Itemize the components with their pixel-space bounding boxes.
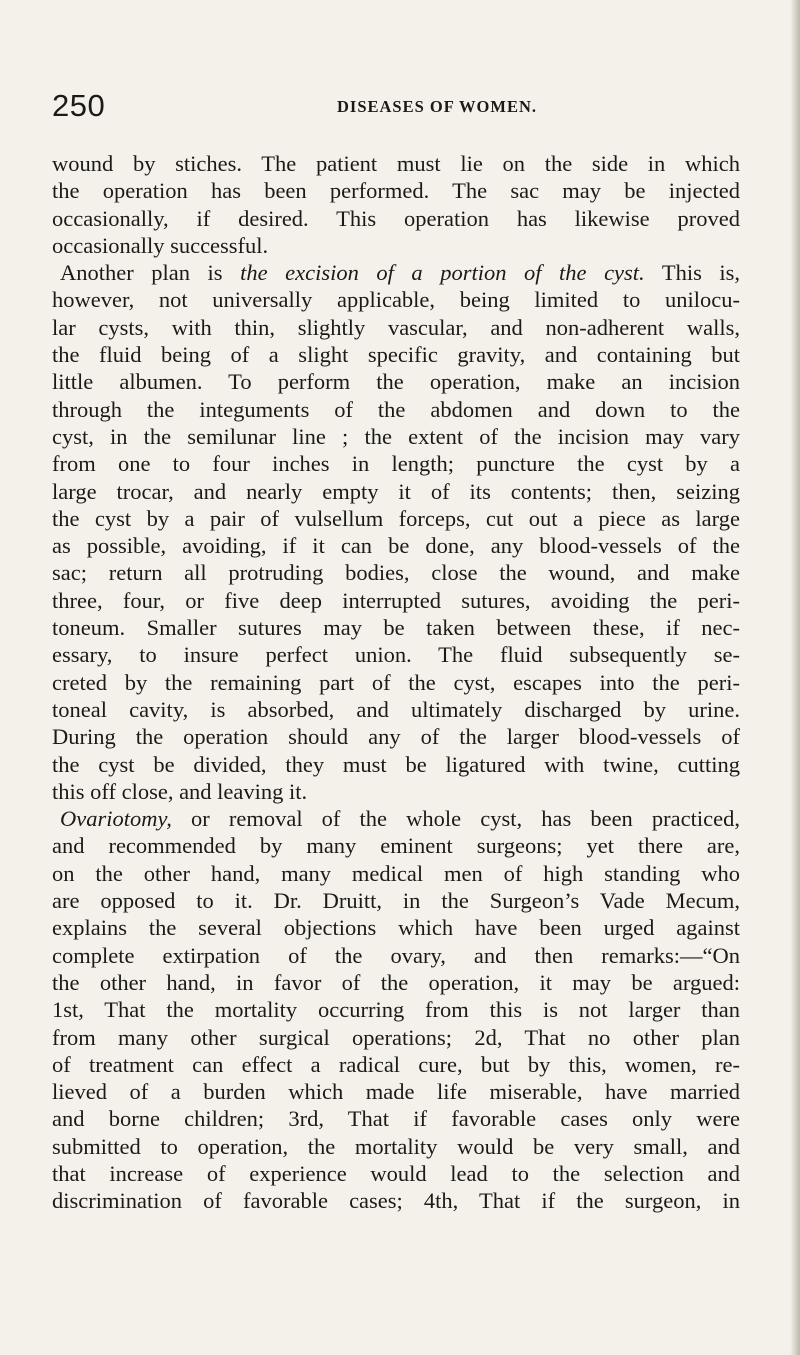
text-line: the cyst be divided, they must be ligatured with twine, cutting <box>52 751 740 777</box>
text-line: lar cysts, with thin, slightly vascular, and non-adherent walls, <box>52 314 740 340</box>
text-line: complete extirpation of the ovary, and then remarks:—“On <box>52 942 740 968</box>
text-line: creted by the remaining part of the cyst, escapes into the peri- <box>52 669 740 695</box>
page-header <box>52 80 752 132</box>
text-line: essary, to insure perfect union. The fluid subsequently se- <box>52 642 740 668</box>
text-line: toneum. Smaller sutures may be taken between these, if nec- <box>52 615 740 641</box>
italic-phrase: Ovariotomy, <box>60 806 172 832</box>
text-line: toneal cavity, is absorbed, and ultimately discharged by urine. <box>52 696 740 722</box>
text-line: the cyst by a pair of vulsellum forceps, cut out a piece as large <box>52 505 740 531</box>
text-line: and borne children; 3rd, That if favorable cases only were <box>52 1106 740 1132</box>
text-line: cyst, in the semilunar line ; the extent of the incision may vary <box>52 423 740 449</box>
text-line: sac; return all protruding bodies, close the wound, and make <box>52 560 740 586</box>
text-line: from one to four inches in length; puncture the cyst by a <box>52 451 740 477</box>
text-line: this off close, and leaving it. <box>52 778 308 804</box>
text-line: submitted to operation, the mortality would be very small, and <box>52 1133 740 1159</box>
text-run: Another plan is <box>60 260 241 286</box>
text-line: that increase of experience would lead to the selection and <box>52 1160 740 1186</box>
text-line: little albumen. To perform the operation, make an incision <box>52 369 740 395</box>
text-line: discrimination of favorable cases; 4th, That if the surgeon, in <box>52 1188 740 1214</box>
text-line: occasionally, if desired. This operation has likewise proved <box>52 205 740 231</box>
paragraph-first-line <box>52 805 740 832</box>
text-line: large trocar, and nearly empty it of its contents; then, seizing <box>52 478 740 504</box>
text-line: During the operation should any of the larger blood-vessels of <box>52 724 740 750</box>
running-head: DISEASES OF WOMEN. <box>337 97 537 116</box>
text-line: on the other hand, many medical men of high standing who <box>52 860 740 886</box>
text-line: lieved of a burden which made life miserable, have married <box>52 1079 740 1105</box>
text-line: of treatment can effect a radical cure, but by this, women, re- <box>52 1051 740 1077</box>
text-line: the operation has been performed. The sac may be injected <box>52 178 740 204</box>
body-text <box>52 150 740 1215</box>
text-line: explains the several objections which have been urged against <box>52 915 740 941</box>
text-line: occasionally successful. <box>52 232 269 258</box>
text-run: or removal of the whole cyst, has been practiced, <box>171 806 740 832</box>
text-line: three, four, or five deep interrupted sutures, avoiding the peri- <box>52 587 740 613</box>
page-edge <box>790 0 800 1355</box>
text-line: the fluid being of a slight specific gravity, and containing but <box>52 342 740 368</box>
text-line: and recommended by many eminent surgeons; yet there are, <box>52 833 740 859</box>
text-run: This is, <box>644 260 740 286</box>
text-line: wound by stiches. The patient must lie on the side in which <box>52 151 740 176</box>
italic-phrase: the excision of a portion of the cyst. <box>240 260 645 286</box>
text-line: however, not universally applicable, being limited to unilocu- <box>52 287 740 313</box>
text-line: as possible, avoiding, if it can be done, any blood-vessels of the <box>52 533 740 559</box>
paragraph-first-line <box>52 259 740 286</box>
page-number: 250 <box>52 88 106 123</box>
text-line: are opposed to it. Dr. Druitt, in the Surgeon’s Vade Mecum, <box>52 888 740 914</box>
text-line: through the integuments of the abdomen and down to the <box>52 396 740 422</box>
text-line: the other hand, in favor of the operation, it may be argued: <box>52 969 740 995</box>
text-line: from many other surgical operations; 2d, That no other plan <box>52 1024 740 1050</box>
text-line: 1st, That the mortality occurring from this is not larger than <box>52 997 740 1023</box>
